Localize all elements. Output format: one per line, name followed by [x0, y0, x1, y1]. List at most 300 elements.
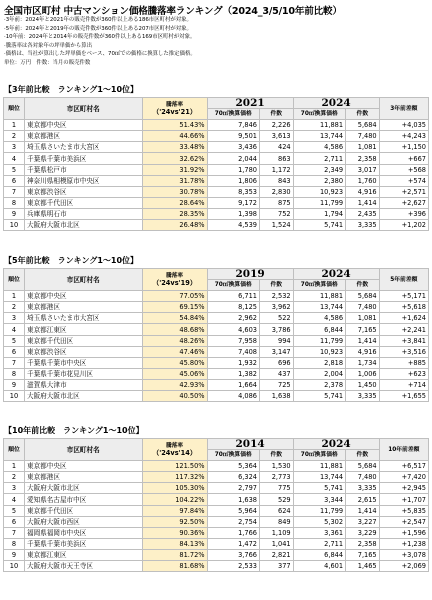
- rate-period: （'24vs'14）: [152, 448, 197, 457]
- count-a-cell: 696: [260, 357, 294, 368]
- price-a-cell: 1,638: [207, 494, 259, 505]
- rank-cell: 5: [4, 164, 25, 175]
- table-row: [4, 357, 429, 368]
- count-b-cell: 7,165: [346, 549, 380, 560]
- price-b-cell: 5,741: [293, 483, 345, 494]
- price-b-cell: 3,344: [293, 494, 345, 505]
- price-a-cell: 4,086: [207, 391, 259, 402]
- rate-header: [142, 439, 207, 461]
- rank-cell: 2: [4, 472, 25, 483]
- count-b-cell: 1,414: [346, 197, 380, 208]
- section-title: 【3年前比較 ランキング1～10位】: [4, 85, 139, 94]
- rank-cell: 8: [4, 368, 25, 379]
- diff-cell: +3,078: [379, 549, 428, 560]
- count-b-cell: 1,414: [346, 505, 380, 516]
- page-title: 全国市区町村 中古マンション価格騰落率ランキング（2024_3/5/10年前比較）: [4, 6, 342, 17]
- diff-cell: +1,624: [379, 313, 428, 324]
- rate-cell: 31.92%: [142, 164, 207, 175]
- price-a-cell: 9,172: [207, 197, 259, 208]
- diff-cell: +3,516: [379, 346, 428, 357]
- price-b-cell: 13,744: [293, 302, 345, 313]
- count-b-cell: 3,335: [346, 220, 380, 231]
- price-b-header: 70㎡換算価格: [293, 109, 345, 120]
- rate-cell: 28.64%: [142, 197, 207, 208]
- city-cell: 東京都渋谷区: [24, 346, 142, 357]
- price-b-cell: 2,378: [293, 379, 345, 390]
- price-b-cell: 5,741: [293, 220, 345, 231]
- count-a-cell: 752: [260, 208, 294, 219]
- rank-cell: 5: [4, 505, 25, 516]
- count-b-cell: 5,684: [346, 461, 380, 472]
- count-b-cell: 4,916: [346, 346, 380, 357]
- rate-cell: 105.30%: [142, 483, 207, 494]
- price-b-cell: 4,601: [293, 561, 345, 572]
- count-b-cell: 7,480: [346, 472, 380, 483]
- price-b-header: 70㎡換算価格: [293, 450, 345, 461]
- table-row: [4, 549, 429, 560]
- table-row: [4, 164, 429, 175]
- diff-cell: +5,835: [379, 505, 428, 516]
- count-b-cell: 3,017: [346, 164, 380, 175]
- price-b-cell: 13,744: [293, 472, 345, 483]
- rate-cell: 44.66%: [142, 131, 207, 142]
- section-title: 【5年前比較 ランキング1～10位】: [4, 256, 139, 265]
- table-row: [4, 324, 429, 335]
- diff-cell: +2,571: [379, 186, 428, 197]
- ranking-table: [3, 268, 429, 402]
- rate-cell: 117.32%: [142, 472, 207, 483]
- rate-cell: 45.80%: [142, 357, 207, 368]
- city-cell: 東京都千代田区: [24, 335, 142, 346]
- count-a-cell: 863: [260, 153, 294, 164]
- table-row: [4, 483, 429, 494]
- price-b-cell: 11,799: [293, 197, 345, 208]
- count-a-cell: 875: [260, 197, 294, 208]
- diff-cell: +2,069: [379, 561, 428, 572]
- rank-cell: 1: [4, 120, 25, 131]
- count-a-cell: 3,962: [260, 302, 294, 313]
- table-row: [4, 302, 429, 313]
- diff-cell: +2,627: [379, 197, 428, 208]
- count-a-cell: 437: [260, 368, 294, 379]
- diff-cell: +1,150: [379, 142, 428, 153]
- price-a-cell: 2,962: [207, 313, 259, 324]
- year-b-header: 2024: [293, 98, 379, 109]
- diff-cell: +574: [379, 175, 428, 186]
- price-a-cell: 6,324: [207, 472, 259, 483]
- price-b-cell: 11,799: [293, 505, 345, 516]
- count-b-cell: 1,760: [346, 175, 380, 186]
- diff-cell: +623: [379, 368, 428, 379]
- diff-cell: +2,547: [379, 516, 428, 527]
- price-a-cell: 5,964: [207, 505, 259, 516]
- ranking-table: [3, 97, 429, 231]
- rank-cell: 1: [4, 461, 25, 472]
- count-a-cell: 2,773: [260, 472, 294, 483]
- price-a-cell: 1,382: [207, 368, 259, 379]
- price-a-cell: 4,539: [207, 220, 259, 231]
- price-a-cell: 1,766: [207, 527, 259, 538]
- price-b-cell: 4,586: [293, 142, 345, 153]
- price-b-cell: 10,923: [293, 186, 345, 197]
- price-b-cell: 2,818: [293, 357, 345, 368]
- count-a-cell: 529: [260, 494, 294, 505]
- count-a-cell: 2,830: [260, 186, 294, 197]
- rate-cell: 33.48%: [142, 142, 207, 153]
- diff-cell: +568: [379, 164, 428, 175]
- count-a-cell: 2,226: [260, 120, 294, 131]
- price-b-header: 70㎡換算価格: [293, 280, 345, 291]
- rate-cell: 51.43%: [142, 120, 207, 131]
- rate-label: 騰落率: [166, 442, 183, 449]
- table-row: [4, 186, 429, 197]
- rank-cell: 3: [4, 142, 25, 153]
- count-a-header: 件数: [260, 109, 294, 120]
- count-a-cell: 1,638: [260, 391, 294, 402]
- price-a-cell: 7,846: [207, 120, 259, 131]
- price-a-header: 70㎡換算価格: [207, 280, 259, 291]
- price-a-cell: 1,932: [207, 357, 259, 368]
- count-a-cell: 424: [260, 142, 294, 153]
- ranking-section-3y: [3, 83, 429, 231]
- year-b-header: 2024: [293, 269, 379, 280]
- price-b-cell: 11,881: [293, 120, 345, 131]
- count-a-cell: 775: [260, 483, 294, 494]
- city-cell: 東京都江東区: [24, 549, 142, 560]
- rate-cell: 69.15%: [142, 302, 207, 313]
- price-a-cell: 6,711: [207, 291, 259, 302]
- count-b-cell: 7,165: [346, 324, 380, 335]
- count-b-cell: 1,450: [346, 379, 380, 390]
- city-cell: 千葉県千葉市花見川区: [24, 368, 142, 379]
- count-b-cell: 3,335: [346, 391, 380, 402]
- count-a-cell: 3,147: [260, 346, 294, 357]
- rate-cell: 47.46%: [142, 346, 207, 357]
- count-b-cell: 2,358: [346, 538, 380, 549]
- diff-cell: +1,655: [379, 391, 428, 402]
- rank-cell: 7: [4, 186, 25, 197]
- rank-cell: 2: [4, 131, 25, 142]
- diff-cell: +2,945: [379, 483, 428, 494]
- price-a-cell: 1,398: [207, 208, 259, 219]
- city-cell: 大阪府大阪市北区: [24, 483, 142, 494]
- rate-cell: 45.06%: [142, 368, 207, 379]
- rank-header: 順位: [4, 98, 25, 120]
- rank-cell: 10: [4, 391, 25, 402]
- table-row: [4, 291, 429, 302]
- table-row: [4, 220, 429, 231]
- count-b-cell: 2,615: [346, 494, 380, 505]
- city-cell: 千葉県松戸市: [24, 164, 142, 175]
- rate-cell: 77.05%: [142, 291, 207, 302]
- rank-cell: 10: [4, 561, 25, 572]
- price-b-cell: 5,741: [293, 391, 345, 402]
- city-cell: 大阪府大阪市西区: [24, 516, 142, 527]
- rank-cell: 6: [4, 175, 25, 186]
- table-row: [4, 197, 429, 208]
- table-row: [4, 527, 429, 538]
- city-cell: 東京都江東区: [24, 324, 142, 335]
- rate-cell: 97.84%: [142, 505, 207, 516]
- city-cell: 大阪府大阪市北区: [24, 391, 142, 402]
- note-line: ·価格は、当社が算出した坪単価をベース、70㎡での価格に換算した推定価格。: [4, 51, 196, 58]
- city-header: 市区町村名: [24, 439, 142, 461]
- price-b-cell: 2,004: [293, 368, 345, 379]
- rank-cell: 3: [4, 313, 25, 324]
- price-b-cell: 11,799: [293, 335, 345, 346]
- diff-cell: +6,517: [379, 461, 428, 472]
- header-row-1: [4, 98, 429, 109]
- rank-cell: 7: [4, 527, 25, 538]
- note-line: ·5年前：2024年と2019年の販売件数が360件以上ある207市区町村が対象。: [4, 25, 192, 32]
- note-line: 単位：万円 件数：当月の販売件数: [4, 59, 91, 66]
- table-row: [4, 472, 429, 483]
- city-cell: 東京都中央区: [24, 291, 142, 302]
- price-a-cell: 1,806: [207, 175, 259, 186]
- table-row: [4, 346, 429, 357]
- city-cell: 愛知県名古屋市中区: [24, 494, 142, 505]
- table-row: [4, 494, 429, 505]
- diff-cell: +885: [379, 357, 428, 368]
- rank-cell: 7: [4, 357, 25, 368]
- rate-header: [142, 98, 207, 120]
- ranking-section-5y: [3, 254, 429, 402]
- rate-cell: 30.78%: [142, 186, 207, 197]
- count-a-cell: 1,041: [260, 538, 294, 549]
- count-a-header: 件数: [260, 280, 294, 291]
- table-row: [4, 131, 429, 142]
- count-b-header: 件数: [346, 109, 380, 120]
- count-b-cell: 1,081: [346, 313, 380, 324]
- ranking-table: [3, 438, 429, 572]
- rate-cell: 31.78%: [142, 175, 207, 186]
- price-a-header: 70㎡換算価格: [207, 109, 259, 120]
- diff-cell: +4,035: [379, 120, 428, 131]
- rank-header: 順位: [4, 439, 25, 461]
- count-a-header: 件数: [260, 450, 294, 461]
- diff-header: 10年前差額: [379, 439, 428, 461]
- price-a-cell: 1,780: [207, 164, 259, 175]
- city-cell: 東京都千代田区: [24, 505, 142, 516]
- rank-cell: 9: [4, 379, 25, 390]
- count-b-cell: 5,684: [346, 291, 380, 302]
- count-b-cell: 7,480: [346, 131, 380, 142]
- rank-cell: 5: [4, 335, 25, 346]
- price-a-cell: 3,766: [207, 549, 259, 560]
- note-line: ·10年前：2024年と2014年の販売件数が360件以上ある169市区町村が対象。: [4, 34, 196, 41]
- price-a-cell: 4,603: [207, 324, 259, 335]
- city-cell: 兵庫県明石市: [24, 208, 142, 219]
- count-a-cell: 377: [260, 561, 294, 572]
- diff-cell: +4,243: [379, 131, 428, 142]
- diff-header: 5年前差額: [379, 269, 428, 291]
- price-a-cell: 2,797: [207, 483, 259, 494]
- city-header: 市区町村名: [24, 269, 142, 291]
- table-row: [4, 208, 429, 219]
- table-row: [4, 505, 429, 516]
- table-row: [4, 153, 429, 164]
- count-a-cell: 725: [260, 379, 294, 390]
- diff-cell: +1,202: [379, 220, 428, 231]
- rank-cell: 4: [4, 494, 25, 505]
- diff-cell: +1,238: [379, 538, 428, 549]
- rate-cell: 81.68%: [142, 561, 207, 572]
- rank-cell: 6: [4, 346, 25, 357]
- price-a-cell: 2,533: [207, 561, 259, 572]
- diff-cell: +7,420: [379, 472, 428, 483]
- year-a-header: 2021: [207, 98, 293, 109]
- rate-cell: 84.13%: [142, 538, 207, 549]
- price-a-cell: 5,364: [207, 461, 259, 472]
- table-row: [4, 120, 429, 131]
- price-a-cell: 7,958: [207, 335, 259, 346]
- count-b-cell: 7,480: [346, 302, 380, 313]
- rate-period: （'24vs'21）: [152, 107, 197, 116]
- rank-cell: 3: [4, 483, 25, 494]
- price-b-cell: 6,844: [293, 549, 345, 560]
- price-b-cell: 2,711: [293, 153, 345, 164]
- rank-cell: 8: [4, 538, 25, 549]
- count-a-cell: 522: [260, 313, 294, 324]
- rank-cell: 9: [4, 208, 25, 219]
- count-b-cell: 2,435: [346, 208, 380, 219]
- price-a-cell: 2,754: [207, 516, 259, 527]
- diff-cell: +5,618: [379, 302, 428, 313]
- price-a-cell: 3,436: [207, 142, 259, 153]
- diff-cell: +667: [379, 153, 428, 164]
- diff-cell: +1,596: [379, 527, 428, 538]
- city-cell: 東京都港区: [24, 472, 142, 483]
- rank-header: 順位: [4, 269, 25, 291]
- count-a-cell: 3,613: [260, 131, 294, 142]
- table-row: [4, 538, 429, 549]
- note-line: ·3年前：2024年と2021年の販売件数が360件以上ある186市区町村が対象。: [4, 17, 192, 23]
- city-cell: 千葉県千葉市中央区: [24, 357, 142, 368]
- rate-cell: 104.22%: [142, 494, 207, 505]
- city-cell: 大阪府大阪市北区: [24, 220, 142, 231]
- rank-cell: 4: [4, 153, 25, 164]
- count-b-cell: 3,335: [346, 483, 380, 494]
- city-cell: 福岡県福岡市中央区: [24, 527, 142, 538]
- count-a-cell: 1,524: [260, 220, 294, 231]
- count-b-cell: 1,414: [346, 335, 380, 346]
- rank-cell: 4: [4, 324, 25, 335]
- price-b-cell: 6,844: [293, 324, 345, 335]
- count-b-cell: 4,916: [346, 186, 380, 197]
- rate-header: [142, 269, 207, 291]
- price-a-cell: 1,664: [207, 379, 259, 390]
- rank-cell: 6: [4, 516, 25, 527]
- table-row: [4, 516, 429, 527]
- price-b-cell: 2,711: [293, 538, 345, 549]
- table-row: [4, 368, 429, 379]
- count-a-cell: 3,786: [260, 324, 294, 335]
- price-b-cell: 5,302: [293, 516, 345, 527]
- city-header: 市区町村名: [24, 98, 142, 120]
- rate-cell: 40.50%: [142, 391, 207, 402]
- city-cell: 大阪府大阪市天王寺区: [24, 561, 142, 572]
- rate-cell: 81.72%: [142, 549, 207, 560]
- rate-period: （'24vs'19）: [152, 278, 197, 287]
- header-row-1: [4, 439, 429, 450]
- rank-cell: 2: [4, 302, 25, 313]
- rate-cell: 26.48%: [142, 220, 207, 231]
- price-b-cell: 10,923: [293, 346, 345, 357]
- city-cell: 千葉県千葉市美浜区: [24, 538, 142, 549]
- city-cell: 東京都中央区: [24, 461, 142, 472]
- table-row: [4, 561, 429, 572]
- rank-cell: 9: [4, 549, 25, 560]
- count-b-cell: 1,465: [346, 561, 380, 572]
- count-b-cell: 1,081: [346, 142, 380, 153]
- rate-cell: 42.93%: [142, 379, 207, 390]
- rate-cell: 121.50%: [142, 461, 207, 472]
- year-a-header: 2019: [207, 269, 293, 280]
- count-a-cell: 2,532: [260, 291, 294, 302]
- rate-cell: 28.35%: [142, 208, 207, 219]
- price-b-cell: 3,361: [293, 527, 345, 538]
- table-row: [4, 313, 429, 324]
- price-b-cell: 11,881: [293, 461, 345, 472]
- city-cell: 埼玉県さいたま市大宮区: [24, 142, 142, 153]
- table-row: [4, 335, 429, 346]
- city-cell: 東京都中央区: [24, 120, 142, 131]
- count-b-header: 件数: [346, 450, 380, 461]
- header-row-1: [4, 269, 429, 280]
- diff-cell: +3,841: [379, 335, 428, 346]
- year-b-header: 2024: [293, 439, 379, 450]
- ranking-section-10y: [3, 424, 429, 572]
- table-row: [4, 461, 429, 472]
- price-a-cell: 7,408: [207, 346, 259, 357]
- price-b-cell: 13,744: [293, 131, 345, 142]
- count-b-header: 件数: [346, 280, 380, 291]
- city-cell: 神奈川県相模原市中央区: [24, 175, 142, 186]
- rate-cell: 48.26%: [142, 335, 207, 346]
- count-b-cell: 1,006: [346, 368, 380, 379]
- rate-cell: 32.62%: [142, 153, 207, 164]
- count-b-cell: 3,229: [346, 527, 380, 538]
- count-b-cell: 3,227: [346, 516, 380, 527]
- rate-cell: 92.50%: [142, 516, 207, 527]
- price-b-cell: 11,881: [293, 291, 345, 302]
- table-row: [4, 142, 429, 153]
- diff-header: 3年前差額: [379, 98, 428, 120]
- diff-cell: +714: [379, 379, 428, 390]
- section-title: 【10年前比較 ランキング1～10位】: [4, 426, 144, 435]
- note-line: ·騰落率は各対象年の坪単価から算出: [4, 42, 92, 49]
- count-a-cell: 1,530: [260, 461, 294, 472]
- price-a-header: 70㎡換算価格: [207, 450, 259, 461]
- price-a-cell: 8,353: [207, 186, 259, 197]
- price-a-cell: 8,125: [207, 302, 259, 313]
- price-b-cell: 4,586: [293, 313, 345, 324]
- city-cell: 千葉県千葉市美浜区: [24, 153, 142, 164]
- rate-cell: 48.68%: [142, 324, 207, 335]
- count-a-cell: 1,109: [260, 527, 294, 538]
- count-a-cell: 843: [260, 175, 294, 186]
- city-cell: 東京都渋谷区: [24, 186, 142, 197]
- price-a-cell: 2,044: [207, 153, 259, 164]
- count-a-cell: 849: [260, 516, 294, 527]
- notes: [4, 16, 196, 68]
- rank-cell: 10: [4, 220, 25, 231]
- count-a-cell: 624: [260, 505, 294, 516]
- table-row: [4, 379, 429, 390]
- diff-cell: +2,241: [379, 324, 428, 335]
- rank-cell: 1: [4, 291, 25, 302]
- rate-label: 騰落率: [166, 272, 183, 279]
